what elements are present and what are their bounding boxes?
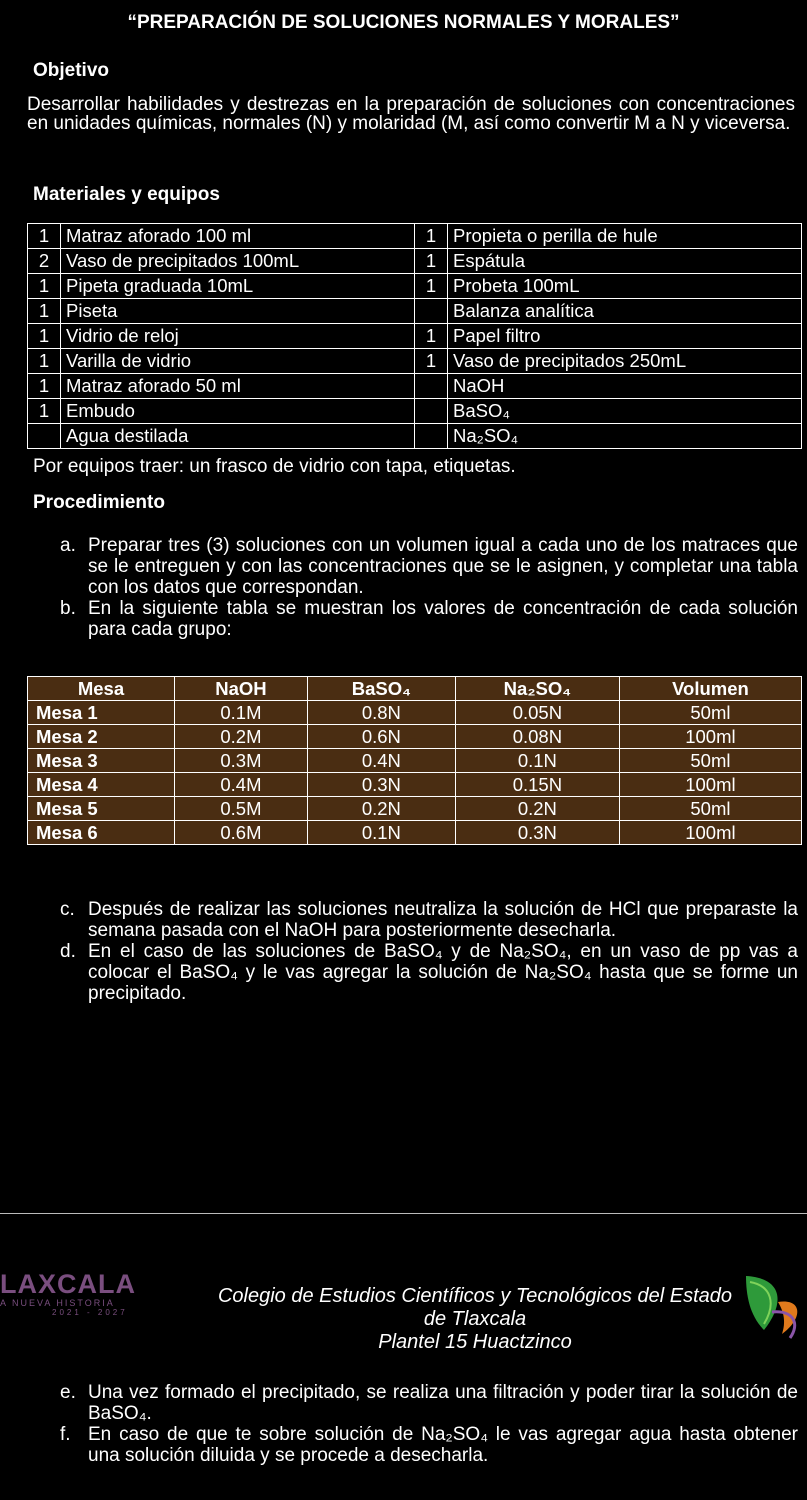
qty-cell [415, 424, 448, 449]
table-row [28, 274, 802, 299]
naoh-cell: 0.1M [175, 701, 308, 725]
column-header: Mesa [28, 677, 175, 701]
logo-years: 2021 - 2027 [52, 1308, 128, 1317]
institution-name: Colegio de Estudios Científicos y Tecnológicos del Estado [217, 1285, 732, 1307]
naoh-cell: 0.3M [175, 749, 308, 773]
objetivo-text: Desarrollar habilidades y destrezas en la preparación de soluciones con concentraciones en unidades químicas, normales (N) y molaridad (M, así como convertir M a N y viceversa. [27, 94, 795, 134]
objetivo-heading: Objetivo [33, 60, 110, 81]
qty-cell [415, 374, 448, 399]
mesa-cell: Mesa 1 [28, 701, 175, 725]
procedure-list-cd [60, 899, 798, 1004]
qty-cell: 1 [28, 274, 61, 299]
qty-cell: 1 [28, 349, 61, 374]
table-row [28, 725, 802, 749]
mesa-cell: Mesa 4 [28, 773, 175, 797]
item-cell: Balanza analítica [448, 299, 802, 324]
list-item [60, 1424, 798, 1466]
qty-cell: 1 [28, 399, 61, 424]
na2so4-cell: 0.08N [455, 725, 619, 749]
table-row [28, 424, 802, 449]
na2so4-cell: 0.05N [455, 701, 619, 725]
table-row [28, 701, 802, 725]
baso4-cell: 0.6N [307, 725, 455, 749]
qty-cell: 2 [28, 249, 61, 274]
table-row [28, 349, 802, 374]
naoh-cell: 0.4M [175, 773, 308, 797]
item-cell: Embudo [61, 399, 415, 424]
table-row [28, 821, 802, 845]
column-header: NaOH [175, 677, 308, 701]
item-cell: BaSO₄ [448, 399, 802, 424]
page-title: “PREPARACIÓN DE SOLUCIONES NORMALES Y MORALES” [127, 12, 680, 33]
qty-cell: 1 [28, 324, 61, 349]
baso4-cell: 0.8N [307, 701, 455, 725]
qty-cell: 1 [415, 349, 448, 374]
procedure-list-ef [60, 1382, 798, 1466]
item-label: f. [60, 1424, 71, 1445]
item-cell: Vaso de precipitados 100mL [61, 249, 415, 274]
item-text: En el caso de las soluciones de BaSO₄ y de Na₂SO₄, en un vaso de pp vas a colocar el BaSO₄ y le vas agregar la solución de Na₂SO₄ hasta que se forme un precipitado. [88, 941, 798, 1004]
naoh-cell: 0.6M [175, 821, 308, 845]
volume-cell: 100ml [619, 773, 801, 797]
materiales-heading: Materiales y equipos [33, 184, 220, 205]
item-text: Después de realizar las soluciones neutraliza la solución de HCl que preparaste la semana pasada con el NaOH para posteriormente desecharla. [88, 899, 798, 941]
mesa-cell: Mesa 6 [28, 821, 175, 845]
table-row [28, 324, 802, 349]
item-label: c. [60, 899, 75, 920]
na2so4-cell: 0.3N [455, 821, 619, 845]
list-item [60, 598, 798, 640]
qty-cell [415, 299, 448, 324]
materials-note: Por equipos traer: un frasco de vidrio con tapa, etiquetas. [33, 456, 516, 477]
materials-table [27, 223, 802, 449]
mesa-cell: Mesa 2 [28, 725, 175, 749]
volume-cell: 50ml [619, 749, 801, 773]
qty-cell: 1 [28, 299, 61, 324]
item-text: Preparar tres (3) soluciones con un volumen igual a cada uno de los matraces que se le entreguen y con las concentraciones que se le asignen, y completar una tabla con los datos que correspondan. [88, 535, 798, 598]
item-cell: Pipeta graduada 10mL [61, 274, 415, 299]
item-cell: Papel filtro [448, 324, 802, 349]
baso4-cell: 0.3N [307, 773, 455, 797]
table-row [28, 299, 802, 324]
table-row [28, 224, 802, 249]
list-item [60, 1382, 798, 1424]
item-cell: Varilla de vidrio [61, 349, 415, 374]
qty-cell: 1 [415, 274, 448, 299]
procedimiento-heading: Procedimiento [33, 492, 165, 513]
column-header: BaSO₄ [307, 677, 455, 701]
qty-cell [28, 424, 61, 449]
table-row [28, 773, 802, 797]
logo-subtitle: A NUEVA HISTORIA [0, 1298, 115, 1308]
qty-cell: 1 [415, 324, 448, 349]
column-header: Volumen [619, 677, 801, 701]
baso4-cell: 0.4N [307, 749, 455, 773]
item-label: b. [60, 598, 76, 619]
item-text: En caso de que te sobre solución de Na₂SO₄ le vas agregar agua hasta obtener una solución diluida y se procede a desecharla. [88, 1424, 798, 1466]
item-label: d. [60, 941, 76, 962]
table-header-row [28, 677, 802, 701]
concentration-table [27, 676, 802, 845]
item-cell: Vaso de precipitados 250mL [448, 349, 802, 374]
qty-cell: 1 [415, 224, 448, 249]
campus-name: Plantel 15 Huactzinco [378, 1331, 572, 1353]
item-cell: NaOH [448, 374, 802, 399]
item-label: e. [60, 1382, 76, 1403]
naoh-cell: 0.5M [175, 797, 308, 821]
na2so4-cell: 0.2N [455, 797, 619, 821]
qty-cell [415, 399, 448, 424]
item-cell: Matraz aforado 100 ml [61, 224, 415, 249]
baso4-cell: 0.1N [307, 821, 455, 845]
item-cell: Agua destilada [61, 424, 415, 449]
item-text: En la siguiente tabla se muestran los valores de concentración de cada solución para cada grupo: [88, 598, 798, 640]
table-row [28, 797, 802, 821]
na2so4-cell: 0.15N [455, 773, 619, 797]
volume-cell: 100ml [619, 821, 801, 845]
table-row [28, 399, 802, 424]
baso4-cell: 0.2N [307, 797, 455, 821]
list-item [60, 941, 798, 1004]
mesa-cell: Mesa 3 [28, 749, 175, 773]
table-row [28, 249, 802, 274]
page-divider [0, 1213, 807, 1214]
item-cell: Espátula [448, 249, 802, 274]
list-item [60, 899, 798, 941]
mesa-cell: Mesa 5 [28, 797, 175, 821]
qty-cell: 1 [415, 249, 448, 274]
column-header: Na₂SO₄ [455, 677, 619, 701]
item-cell: Propieta o perilla de hule [448, 224, 802, 249]
item-cell: Vidrio de reloj [61, 324, 415, 349]
logo-text: LAXCALA [0, 1269, 136, 1299]
volume-cell: 100ml [619, 725, 801, 749]
qty-cell: 1 [28, 374, 61, 399]
volume-cell: 50ml [619, 797, 801, 821]
volume-cell: 50ml [619, 701, 801, 725]
tlaxcala-logo [0, 1270, 136, 1317]
institution-block [195, 1285, 755, 1354]
na2so4-cell: 0.1N [455, 749, 619, 773]
item-label: a. [60, 535, 76, 556]
item-cell: Na₂SO₄ [448, 424, 802, 449]
institution-name-2: de Tlaxcala [423, 1308, 527, 1330]
leaf-logo-icon [742, 1272, 806, 1347]
procedure-list-ab [60, 535, 798, 640]
qty-cell: 1 [28, 224, 61, 249]
table-row [28, 749, 802, 773]
item-cell: Matraz aforado 50 ml [61, 374, 415, 399]
item-cell: Piseta [61, 299, 415, 324]
table-row [28, 374, 802, 399]
item-cell: Probeta 100mL [448, 274, 802, 299]
naoh-cell: 0.2M [175, 725, 308, 749]
item-text: Una vez formado el precipitado, se realiza una filtración y poder tirar la solución de BaSO₄. [88, 1382, 798, 1424]
list-item [60, 535, 798, 598]
